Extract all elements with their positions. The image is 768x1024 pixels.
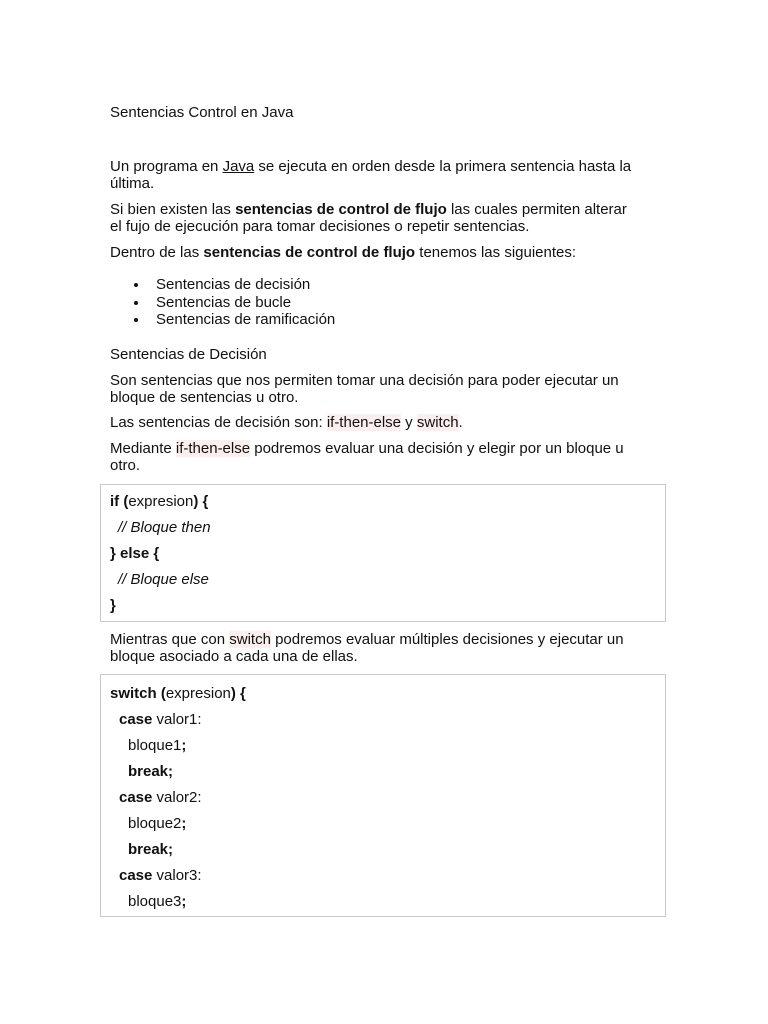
code-comment: // Bloque else — [118, 571, 209, 588]
code-text: bloque1 — [128, 737, 182, 754]
keyword: } — [110, 597, 116, 614]
inline-code: switch — [229, 631, 271, 648]
code-line — [118, 571, 209, 588]
intro-paragraph-2-line2: el fujo de ejecución para tomar decisiones o repetir sentencias. — [110, 218, 530, 235]
code-line — [119, 711, 202, 728]
code-line — [110, 545, 159, 562]
code-text: expresion — [165, 685, 231, 702]
list-item: Sentencias de ramificación — [110, 311, 670, 329]
code-line — [110, 597, 116, 614]
code-line — [128, 737, 186, 754]
code-line — [128, 841, 173, 858]
java-link[interactable]: Java — [222, 158, 255, 175]
bold-text: sentencias de control de flujo — [203, 244, 416, 261]
keyword: switch ( — [110, 685, 166, 702]
decision-paragraph-4 — [110, 631, 670, 648]
code-line — [128, 893, 186, 910]
text: . — [458, 414, 463, 431]
keyword: break; — [128, 841, 174, 858]
code-text: valor2: — [152, 789, 202, 806]
inline-code: if-then-else — [175, 440, 251, 457]
intro-paragraph-3 — [110, 244, 670, 261]
code-text: valor1: — [152, 711, 202, 728]
text: podremos evaluar múltiples decisiones y ejecutar un — [270, 631, 624, 648]
code-text: expresion — [128, 493, 194, 510]
code-line — [110, 685, 246, 702]
code-line — [118, 519, 211, 536]
keyword: ; — [181, 893, 187, 910]
decision-paragraph-2 — [110, 414, 670, 431]
text: tenemos las siguientes: — [415, 244, 577, 261]
bold-text: sentencias de control de flujo — [235, 201, 447, 218]
code-block-switch — [100, 674, 666, 917]
section-heading-decision: Sentencias de Decisión — [110, 346, 267, 363]
keyword: ) { — [193, 493, 209, 510]
code-text: bloque3 — [128, 893, 182, 910]
text: Mediante — [110, 440, 176, 457]
inline-code: if-then-else — [326, 414, 402, 431]
code-line — [128, 815, 186, 832]
list-item: Sentencias de decisión — [110, 276, 670, 294]
text: Las sentencias de decisión son: — [110, 414, 327, 431]
keyword: } else { — [110, 545, 160, 562]
decision-paragraph-1: Son sentencias que nos permiten tomar una decisión para poder ejecutar un — [110, 372, 619, 389]
keyword: case — [119, 789, 153, 806]
code-line — [128, 763, 173, 780]
code-line — [119, 867, 202, 884]
text: Un programa en — [110, 158, 223, 175]
code-text: bloque2 — [128, 815, 182, 832]
text: podremos evaluar una decisión y elegir por un bloque u — [250, 440, 624, 457]
document-title: Sentencias Control en Java — [110, 104, 294, 121]
decision-paragraph-3 — [110, 440, 670, 457]
text: las cuales permiten alterar — [446, 201, 627, 218]
keyword: ) { — [230, 685, 246, 702]
text: Dentro de las — [110, 244, 204, 261]
code-line — [119, 789, 202, 806]
inline-code: switch — [416, 414, 459, 431]
intro-paragraph-1 — [110, 158, 670, 175]
code-text: valor3: — [152, 867, 202, 884]
keyword: break; — [128, 763, 174, 780]
bullet-list — [110, 276, 670, 329]
text: y — [401, 414, 417, 431]
keyword: case — [119, 867, 153, 884]
keyword: if ( — [110, 493, 129, 510]
decision-paragraph-3-line2: otro. — [110, 457, 141, 474]
text: Mientras que con — [110, 631, 230, 648]
keyword: ; — [181, 737, 187, 754]
code-line — [110, 493, 208, 510]
decision-paragraph-4-line2: bloque asociado a cada una de ellas. — [110, 648, 358, 665]
code-comment: // Bloque then — [118, 519, 211, 536]
text: se ejecuta en orden desde la primera sentencia hasta la — [254, 158, 632, 175]
decision-paragraph-1-line2: bloque de sentencias u otro. — [110, 389, 299, 406]
text: Si bien existen las — [110, 201, 236, 218]
list-item: Sentencias de bucle — [110, 294, 670, 312]
intro-paragraph-2 — [110, 201, 670, 218]
keyword: case — [119, 711, 153, 728]
keyword: ; — [181, 815, 187, 832]
code-block-if — [100, 484, 666, 622]
intro-paragraph-1-line2: última. — [110, 175, 155, 192]
